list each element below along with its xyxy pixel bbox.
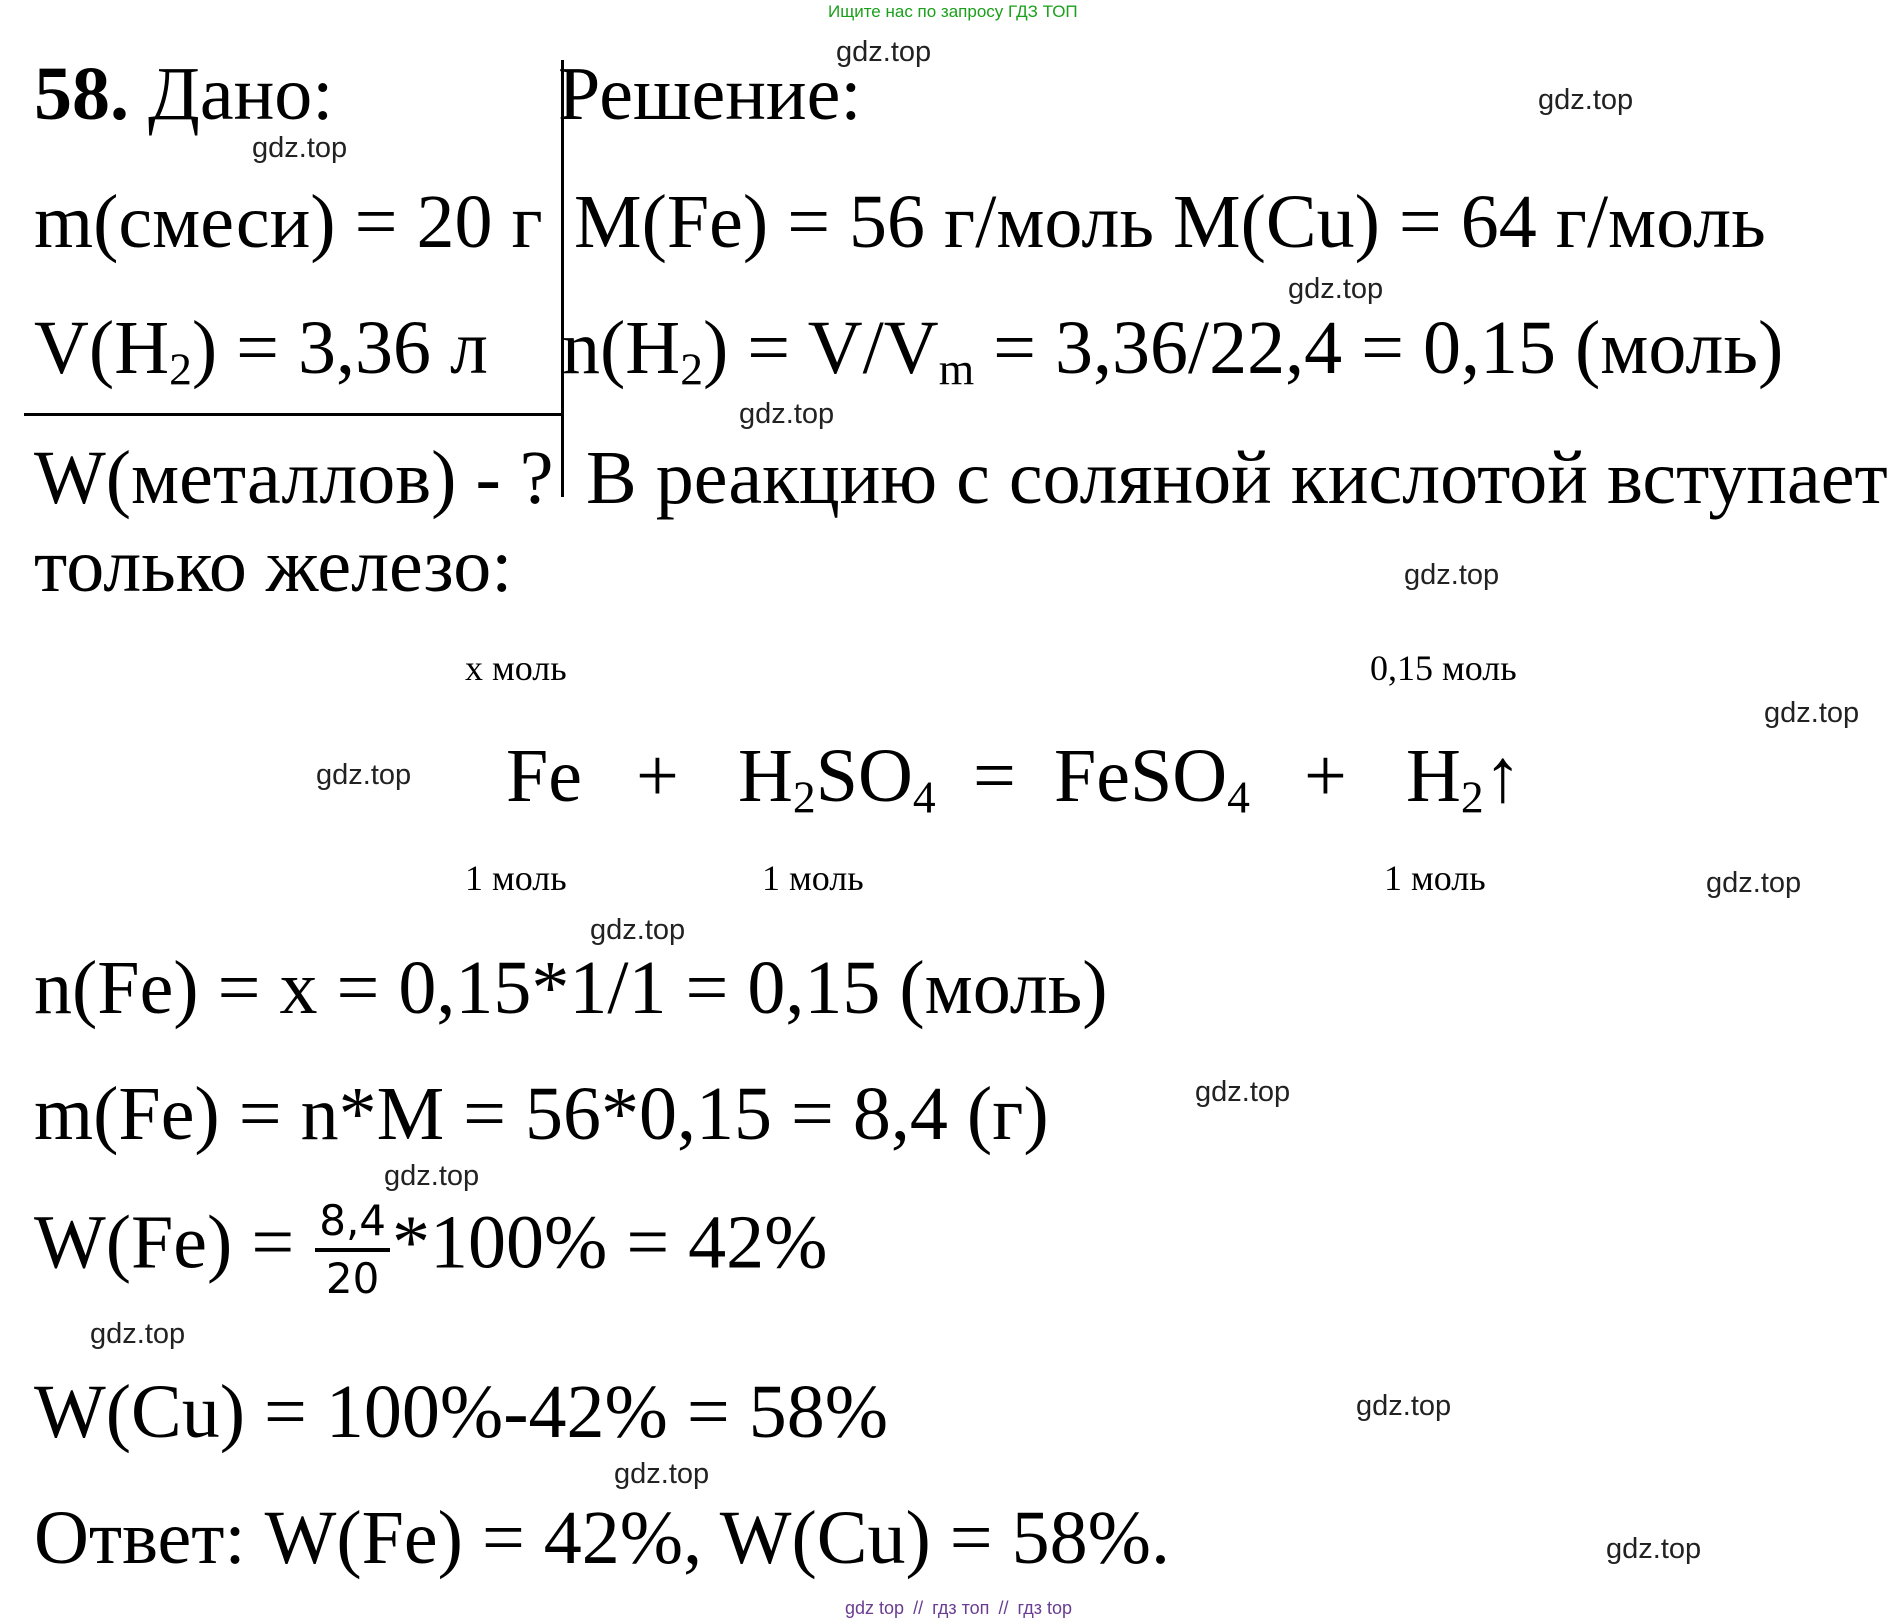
given-find: W(металлов) - ? xyxy=(34,436,554,520)
molar-masses: M(Fe) = 56 г/моль M(Cu) = 64 г/моль xyxy=(574,180,1766,264)
watermark: gdz.top xyxy=(836,36,932,68)
footer-links xyxy=(843,1598,1074,1619)
reaction-above-h2: 0,15 моль xyxy=(1370,648,1517,688)
gas-arrow-icon: ↑ xyxy=(1483,734,1522,818)
watermark: gdz.top xyxy=(1404,559,1500,591)
footer-link-2[interactable]: гдз топ xyxy=(932,1598,990,1618)
reaction-h2so4: $H_2SO_4$ xyxy=(738,734,936,823)
solution-text-line2: только железо: xyxy=(34,524,513,608)
footer-link-1[interactable]: gdz top xyxy=(845,1598,905,1618)
reaction-below-h2: 1 моль xyxy=(1384,858,1486,898)
n-h2-calculation: $n(H_2) = V/V_m = 3,36/22,4 = 0,15$ (моль) xyxy=(562,306,1784,395)
footer-link-3[interactable]: гдз top xyxy=(1017,1598,1073,1618)
footer-separator: // xyxy=(913,1598,924,1618)
problem-number: 58. xyxy=(34,52,129,136)
calc-w-fe: W(Fe) = $\frac{8,4}{20}$ *100% = 42% xyxy=(34,1196,828,1303)
watermark: gdz.top xyxy=(1764,697,1860,729)
answer: Ответ: W(Fe) = 42%, W(Cu) = 58%. xyxy=(34,1496,1170,1580)
reaction-plus-1: + xyxy=(636,734,679,818)
reaction-feso4: FeSO$_4$ xyxy=(1054,734,1250,823)
footer-separator: // xyxy=(998,1598,1009,1618)
watermark: gdz.top xyxy=(1288,273,1384,305)
watermark: gdz.top xyxy=(1706,867,1802,899)
reaction-below-fe: 1 моль xyxy=(465,858,567,898)
solution-title: Решение: xyxy=(558,52,862,136)
reaction-equals: = xyxy=(973,734,1016,818)
reaction-above-fe: x моль xyxy=(465,648,567,688)
given-volume-h2: $V(H_2) = 3,36$ л xyxy=(34,306,488,395)
watermark: gdz.top xyxy=(1356,1390,1452,1422)
calc-m-fe: m(Fe) = n*M = 56*0,15 = 8,4 (г) xyxy=(34,1072,1049,1156)
watermark: gdz.top xyxy=(316,759,412,791)
problem-heading xyxy=(34,52,334,136)
calc-w-cu: W(Cu) = 100%-42% = 58% xyxy=(34,1370,888,1454)
watermark: gdz.top xyxy=(252,132,348,164)
solution-text-line1: В реакцию с соляной кислотой вступает xyxy=(586,436,1888,520)
watermark: gdz.top xyxy=(1538,84,1634,116)
given-mass-mixture: m(смеси) = 20 г xyxy=(34,180,543,264)
watermark: gdz.top xyxy=(590,914,686,946)
w-fe-fraction: $\frac{8,4}{20}$ xyxy=(315,1200,390,1300)
given-horizontal-divider xyxy=(24,413,562,416)
watermark: gdz.top xyxy=(739,398,835,430)
watermark: gdz.top xyxy=(614,1458,710,1490)
watermark: gdz.top xyxy=(1606,1533,1702,1565)
given-title: Дано: xyxy=(148,52,334,136)
reaction-plus-2: + xyxy=(1304,734,1347,818)
top-search-link[interactable]: Ищите нас по запросу ГДЗ ТОП xyxy=(828,2,1078,21)
watermark: gdz.top xyxy=(90,1318,186,1350)
reaction-fe: Fe xyxy=(506,734,582,818)
watermark: gdz.top xyxy=(1195,1076,1291,1108)
watermark: gdz.top xyxy=(384,1160,480,1192)
calc-n-fe: n(Fe) = x = 0,15*1/1 = 0,15 (моль) xyxy=(34,946,1108,1030)
reaction-h2: $H_2↑$ xyxy=(1406,734,1522,823)
reaction-below-h2so4: 1 моль xyxy=(762,858,864,898)
